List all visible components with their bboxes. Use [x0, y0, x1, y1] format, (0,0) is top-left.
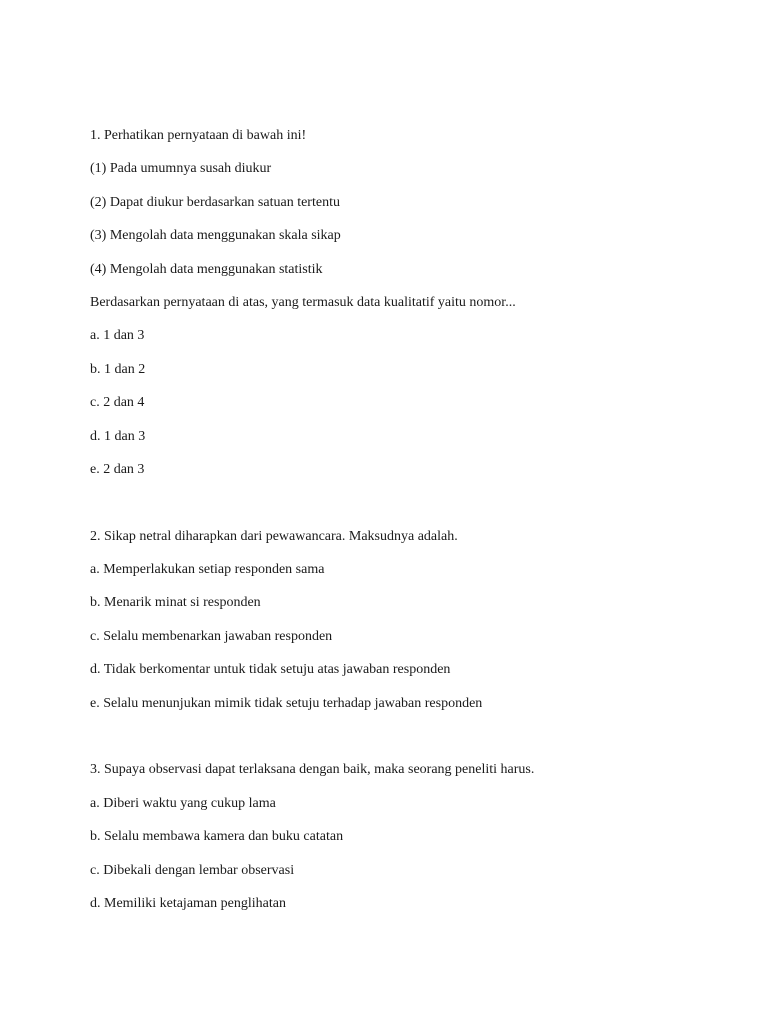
answer-option: a. 1 dan 3 [90, 328, 145, 344]
document-page [90, 125, 730, 926]
answer-option: c. Dibekali dengan lembar observasi [90, 862, 295, 878]
statement-item: (4) Mengolah data menggunakan statistik [90, 261, 323, 277]
answer-option: e. 2 dan 3 [90, 461, 145, 477]
question-2 [90, 526, 730, 726]
question-stem: 2. Sikap netral diharapkan dari pewawancara. Maksudnya adalah. [90, 528, 458, 544]
statement-item: (2) Dapat diukur berdasarkan satuan tertentu [90, 194, 340, 210]
paragraph-gap [90, 726, 730, 759]
answer-option: a. Diberi waktu yang cukup lama [90, 795, 276, 811]
question-3 [90, 759, 730, 926]
answer-option: b. Menarik minat si responden [90, 595, 261, 611]
question-1 [90, 125, 730, 492]
answer-option: c. Selalu membenarkan jawaban responden [90, 628, 333, 644]
answer-option: d. Tidak berkomentar untuk tidak setuju atas jawaban responden [90, 662, 451, 678]
answer-option: e. Selalu menunjukan mimik tidak setuju terhadap jawaban responden [90, 695, 483, 711]
question-stem: 1. Perhatikan pernyataan di bawah ini! [90, 128, 307, 143]
answer-option: d. 1 dan 3 [90, 428, 146, 444]
answer-option: b. Selalu membawa kamera dan buku catatan [90, 829, 344, 845]
statement-item: (1) Pada umumnya susah diukur [90, 161, 272, 177]
answer-option: b. 1 dan 2 [90, 361, 146, 377]
question-stem: 3. Supaya observasi dapat terlaksana dengan baik, maka seorang peneliti harus. [90, 762, 535, 778]
question-prompt: Berdasarkan pernyataan di atas, yang termasuk data kualitatif yaitu nomor... [90, 294, 516, 310]
answer-option: c. 2 dan 4 [90, 395, 145, 411]
answer-option: d. Memiliki ketajaman penglihatan [90, 895, 286, 911]
statement-item: (3) Mengolah data menggunakan skala sikap [90, 228, 341, 244]
answer-option: a. Memperlakukan setiap responden sama [90, 562, 325, 578]
paragraph-gap [90, 492, 730, 525]
